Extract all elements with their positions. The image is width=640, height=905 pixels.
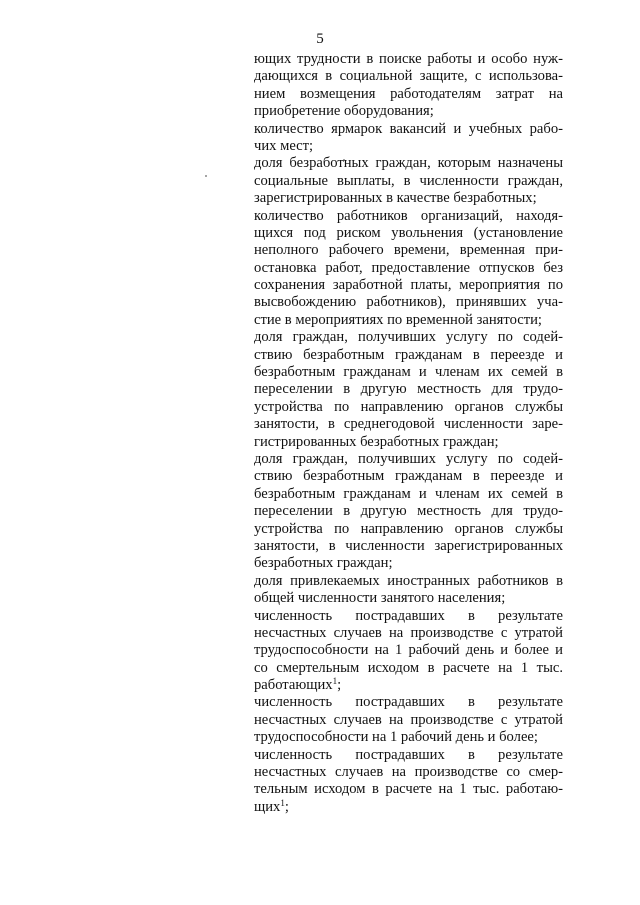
text-line bbox=[254, 799, 563, 816]
text-line-content: безработным гражданам и членам их семей в bbox=[254, 364, 563, 381]
text-line bbox=[254, 68, 563, 85]
text-line-content: дающихся в социальной защите, с использова- bbox=[254, 68, 563, 85]
text-line-content: доля граждан, получивших услугу по содей- bbox=[254, 450, 563, 467]
text-line bbox=[254, 781, 563, 798]
text-line bbox=[254, 173, 563, 190]
text-line bbox=[254, 521, 563, 538]
text-line bbox=[254, 660, 563, 677]
line-ending-punctuation: ; bbox=[337, 677, 342, 694]
text-line-content: устройства по направлению органов службы bbox=[254, 398, 563, 415]
document-body bbox=[254, 51, 563, 816]
text-line bbox=[254, 51, 563, 68]
text-line bbox=[254, 694, 563, 711]
text-line bbox=[254, 677, 563, 694]
text-line bbox=[254, 138, 563, 155]
text-line-content: работающих bbox=[254, 677, 333, 694]
text-line-content: гистрированных безработных граждан; bbox=[254, 433, 499, 450]
text-line-content: переселении в другую местность для трудо- bbox=[254, 381, 563, 398]
text-line-content: несчастных случаев на производстве со смер- bbox=[254, 764, 563, 781]
text-line-content: приобретение оборудования; bbox=[254, 103, 434, 120]
text-line-content: численность пострадавших в результате bbox=[254, 746, 563, 763]
text-line-content: несчастных случаев на производстве с утратой bbox=[254, 624, 563, 641]
text-line bbox=[254, 416, 563, 433]
text-line-content: щихся под риском увольнения (установление bbox=[254, 224, 563, 241]
text-line-content: чих мест; bbox=[254, 137, 314, 154]
text-line-content: общей численности занятого населения; bbox=[254, 590, 506, 607]
line-ending-punctuation: ; bbox=[284, 798, 289, 815]
text-line-content: доля граждан, получивших услугу по содей- bbox=[254, 329, 563, 346]
text-line bbox=[254, 642, 563, 659]
text-line bbox=[254, 434, 563, 451]
text-line-content: тельным исходом в расчете на 1 тыс. работаю- bbox=[254, 781, 563, 798]
text-line-content: социальные выплаты, в численности граждан, bbox=[254, 172, 563, 189]
text-line-content: трудоспособности на 1 рабочий день и более; bbox=[254, 729, 538, 746]
text-line bbox=[254, 103, 563, 120]
text-line-content: стие в мероприятиях по временной занятости; bbox=[254, 311, 542, 328]
text-line-content: занятости, в среднегодовой численности заре- bbox=[254, 416, 563, 433]
text-line-content: устройства по направлению органов службы bbox=[254, 520, 563, 537]
text-line bbox=[254, 555, 563, 572]
text-line-content: количество работников организаций, находя- bbox=[254, 207, 563, 224]
text-line bbox=[254, 503, 563, 520]
text-line bbox=[254, 364, 563, 381]
page-number: 5 bbox=[316, 31, 324, 47]
text-line bbox=[254, 242, 563, 259]
text-line-content: доля безработных граждан, которым назначены bbox=[254, 155, 563, 172]
text-line bbox=[254, 625, 563, 642]
text-line-content: зарегистрированных в качестве безработных; bbox=[254, 190, 537, 207]
text-line bbox=[254, 573, 563, 590]
text-line bbox=[254, 729, 563, 746]
text-line bbox=[254, 208, 563, 225]
text-line bbox=[254, 712, 563, 729]
text-line bbox=[254, 590, 563, 607]
text-line bbox=[254, 451, 563, 468]
text-line bbox=[254, 225, 563, 242]
text-line-content: трудоспособности на 1 рабочий день и более и bbox=[254, 642, 563, 659]
text-line-content: численность пострадавших в результате bbox=[254, 607, 563, 624]
text-line-content: переселении в другую местность для трудо- bbox=[254, 503, 563, 520]
text-line-content: численность пострадавших в результате bbox=[254, 694, 563, 711]
text-line-content: безработным гражданам и членам их семей в bbox=[254, 485, 563, 502]
text-line bbox=[254, 121, 563, 138]
text-line-content: занятости, в численности зарегистрированных bbox=[254, 537, 563, 554]
text-line-content: ствию безработным гражданам в переезде и bbox=[254, 468, 563, 485]
text-line bbox=[254, 399, 563, 416]
text-line bbox=[254, 277, 563, 294]
text-line bbox=[254, 260, 563, 277]
footnote-marker: 1 bbox=[280, 797, 285, 808]
text-line-content: ствию безработным гражданам в переезде и bbox=[254, 346, 563, 363]
scan-speck bbox=[205, 175, 207, 177]
text-line-content: несчастных случаев на производстве с утратой bbox=[254, 711, 563, 728]
text-line-content: ющих трудности в поиске работы и особо нуж- bbox=[254, 51, 563, 67]
footnote-marker: 1 bbox=[332, 676, 338, 687]
text-line-content: нием возмещения работодателям затрат на bbox=[254, 85, 563, 102]
text-line bbox=[254, 190, 563, 207]
text-line-content: количество ярмарок вакансий и учебных рабо- bbox=[254, 120, 563, 137]
text-line-content: доля привлекаемых иностранных работников в bbox=[254, 572, 563, 589]
text-line bbox=[254, 486, 563, 503]
text-line-content: щих bbox=[254, 798, 281, 815]
text-line-content: остановка работ, предоставление отпусков без bbox=[254, 259, 563, 276]
text-line bbox=[254, 764, 563, 781]
text-line-content: высвобождению работников), принявших уча- bbox=[254, 294, 563, 311]
text-line-content: сохранения заработной платы, мероприятия по bbox=[254, 277, 563, 294]
text-line bbox=[254, 608, 563, 625]
text-line bbox=[254, 347, 563, 364]
text-line bbox=[254, 155, 563, 172]
text-line-content: со смертельным исходом в расчете на 1 тыс. bbox=[254, 659, 563, 676]
text-line bbox=[254, 381, 563, 398]
text-line bbox=[254, 538, 563, 555]
text-line bbox=[254, 294, 563, 311]
text-line-content: неполного рабочего времени, временная при- bbox=[254, 242, 563, 259]
text-line bbox=[254, 747, 563, 764]
text-line bbox=[254, 468, 563, 485]
text-line bbox=[254, 86, 563, 103]
text-line bbox=[254, 312, 563, 329]
text-line bbox=[254, 329, 563, 346]
text-line-content: безработных граждан; bbox=[254, 555, 393, 572]
